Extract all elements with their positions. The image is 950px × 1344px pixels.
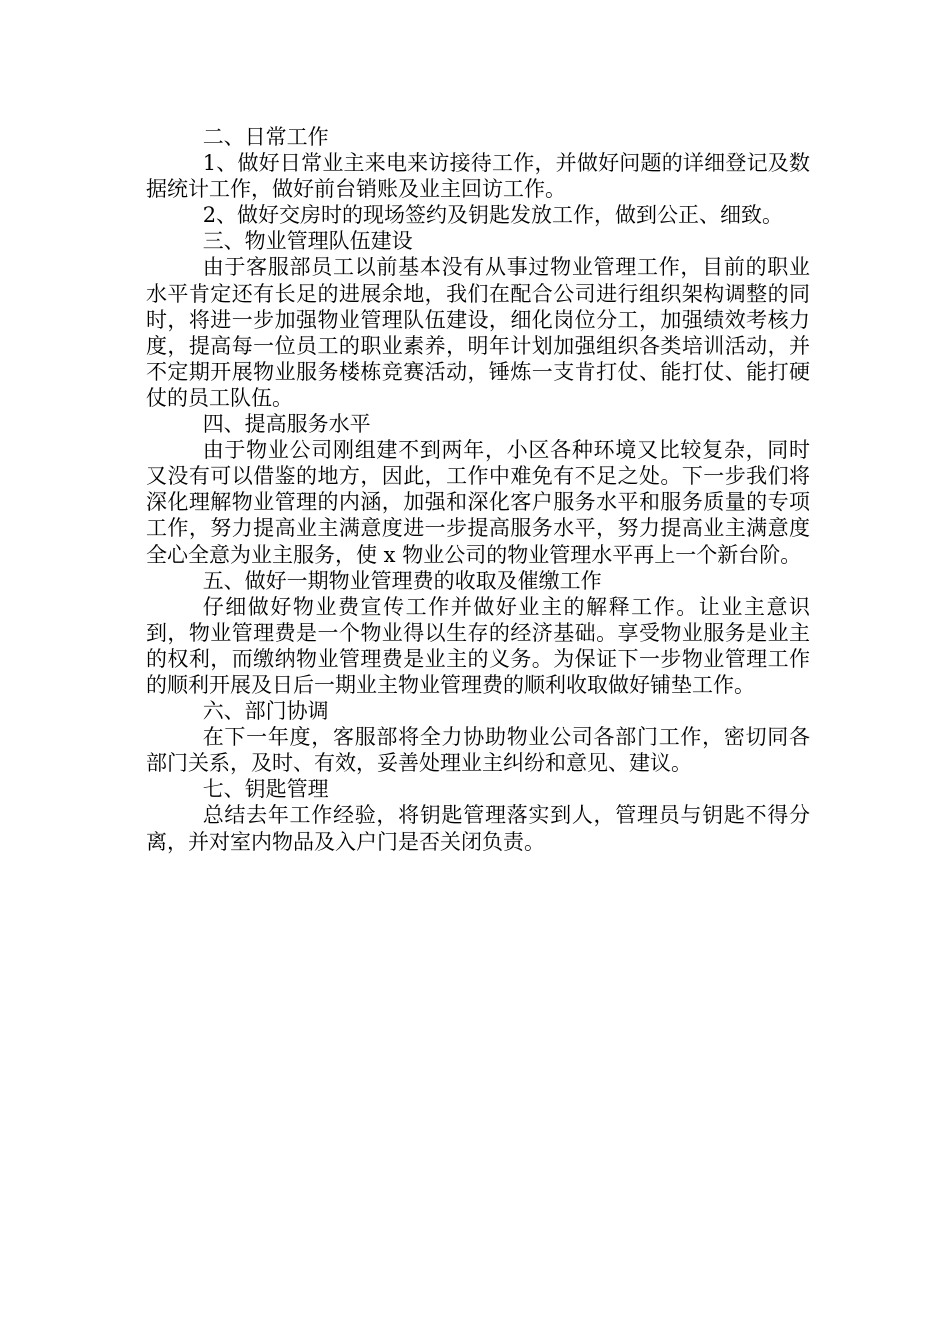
paragraph-key-management: 总结去年工作经验，将钥匙管理落实到人，管理员与钥匙不得分离，并对室内物品及入户门是否关闭负责。	[146, 803, 810, 854]
section-heading-service-level: 四、提高服务水平	[202, 412, 371, 437]
section-heading-fee-collection: 五、做好一期物业管理费的收取及催缴工作	[202, 568, 602, 593]
paragraph-department-coordination: 在下一年度，客服部将全力协助物业公司各部门工作，密切同各部门关系，及时、有效，妥善处理业主纠纷和意见、建议。	[146, 725, 810, 776]
section-heading-key-management: 七、钥匙管理	[202, 777, 329, 802]
paragraph-fee-collection: 仔细做好物业费宣传工作并做好业主的解释工作。让业主意识到，物业管理费是一个物业得以生存的经济基础。享受物业服务是业主的权利，而缴纳物业管理费是业主的义务。为保证下一步物业管理工作的顺利开展及日后一期业主物业管理费的顺利收取做好铺垫工作。	[146, 594, 810, 697]
paragraph-team-building: 由于客服部员工以前基本没有从事过物业管理工作，目前的职业水平肯定还有长足的进展余地，我们在配合公司进行组织架构调整的同时，将进一步加强物业管理队伍建设，细化岗位分工，加强绩效考核力度，提高每一位员工的职业素养，明年计划加强组织各类培训活动，并不定期开展物业服务楼栋竞赛活动，锤炼一支肯打仗、能打仗、能打硬仗的员工队伍。	[146, 255, 810, 410]
document-body	[146, 124, 810, 855]
section-heading-team-building: 三、物业管理队伍建设	[202, 229, 413, 254]
section-heading-daily-work: 二、日常工作	[202, 125, 329, 149]
paragraph-daily-work-item-2: 2、做好交房时的现场签约及钥匙发放工作，做到公正、细致。	[202, 203, 784, 228]
section-heading-department-coordination: 六、部门协调	[202, 699, 329, 724]
paragraph-daily-work-item-1: 1、做好日常业主来电来访接待工作，并做好问题的详细登记及数据统计工作，做好前台销账及业主回访工作。	[146, 151, 810, 202]
paragraph-service-level: 由于物业公司刚组建不到两年，小区各种环境又比较复杂，同时又没有可以借鉴的地方，因此，工作中难免有不足之处。下一步我们将深化理解物业管理的内涵，加强和深化客户服务水平和服务质量的专项工作，努力提高业主满意度进一步提高服务水平，努力提高业主满意度全心全意为业主服务，使 x 物业公司的物业管理水平再上一个新台阶。	[146, 438, 810, 567]
